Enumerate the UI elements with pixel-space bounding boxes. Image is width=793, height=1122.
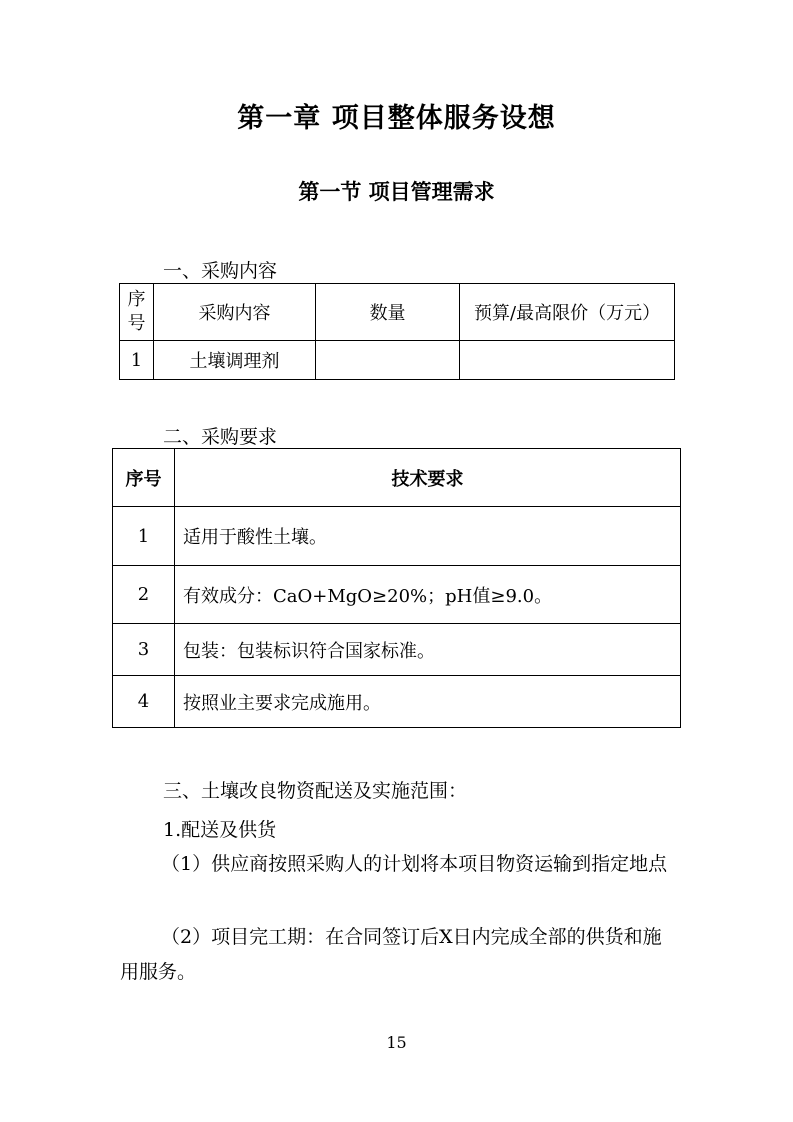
table-row — [113, 624, 681, 676]
cell-budget — [460, 341, 675, 380]
header-tech-req: 技术要求 — [175, 449, 681, 507]
chapter-title: 第一章 项目整体服务设想 — [237, 103, 556, 134]
header-content: 采购内容 — [153, 284, 315, 341]
header-quantity: 数量 — [315, 284, 459, 341]
table-row — [120, 341, 675, 380]
cell-requirement: 有效成分：CaO+MgO≥20%；pH值≥9.0。 — [175, 566, 681, 624]
table-row — [113, 676, 681, 728]
cell-requirement: 适用于酸性土壤。 — [175, 507, 681, 566]
cell-serial: 4 — [113, 676, 175, 728]
procurement-content-table — [119, 283, 675, 380]
paragraph-completion-period: （2）项目完工期：在合同签订后X日内完成全部的供货和施用服务。 — [120, 926, 662, 983]
table-header-row — [120, 284, 675, 341]
cell-requirement: 按照业主要求完成施用。 — [175, 676, 681, 728]
header-serial: 序号 — [113, 449, 175, 507]
cell-quantity — [315, 341, 459, 380]
cell-serial: 1 — [113, 507, 175, 566]
table-header-row — [113, 449, 681, 507]
heading-procurement-requirements: 二、采购要求 — [163, 426, 278, 448]
cell-serial: 3 — [113, 624, 175, 676]
cell-content: 土壤调理剂 — [153, 341, 315, 380]
cell-serial: 2 — [113, 566, 175, 624]
heading-delivery-scope: 三、土壤改良物资配送及实施范围： — [163, 780, 468, 802]
section-title: 第一节 项目管理需求 — [298, 180, 495, 204]
header-budget: 预算/最高限价（万元） — [460, 284, 675, 341]
cell-requirement: 包装：包装标识符合国家标准。 — [175, 624, 681, 676]
technical-requirements-table — [112, 448, 681, 728]
page-number: 15 — [386, 1033, 407, 1052]
cell-serial: 1 — [120, 341, 154, 380]
table-row — [113, 566, 681, 624]
header-serial — [120, 284, 154, 341]
paragraph-delivery-plan: （1）供应商按照采购人的计划将本项目物资运输到指定地点 — [161, 853, 668, 875]
heading-procurement-content: 一、采购内容 — [163, 260, 278, 282]
subheading-delivery: 1.配送及供货 — [163, 819, 277, 841]
table-row — [113, 507, 681, 566]
header-serial-text: 序号 — [127, 289, 146, 334]
